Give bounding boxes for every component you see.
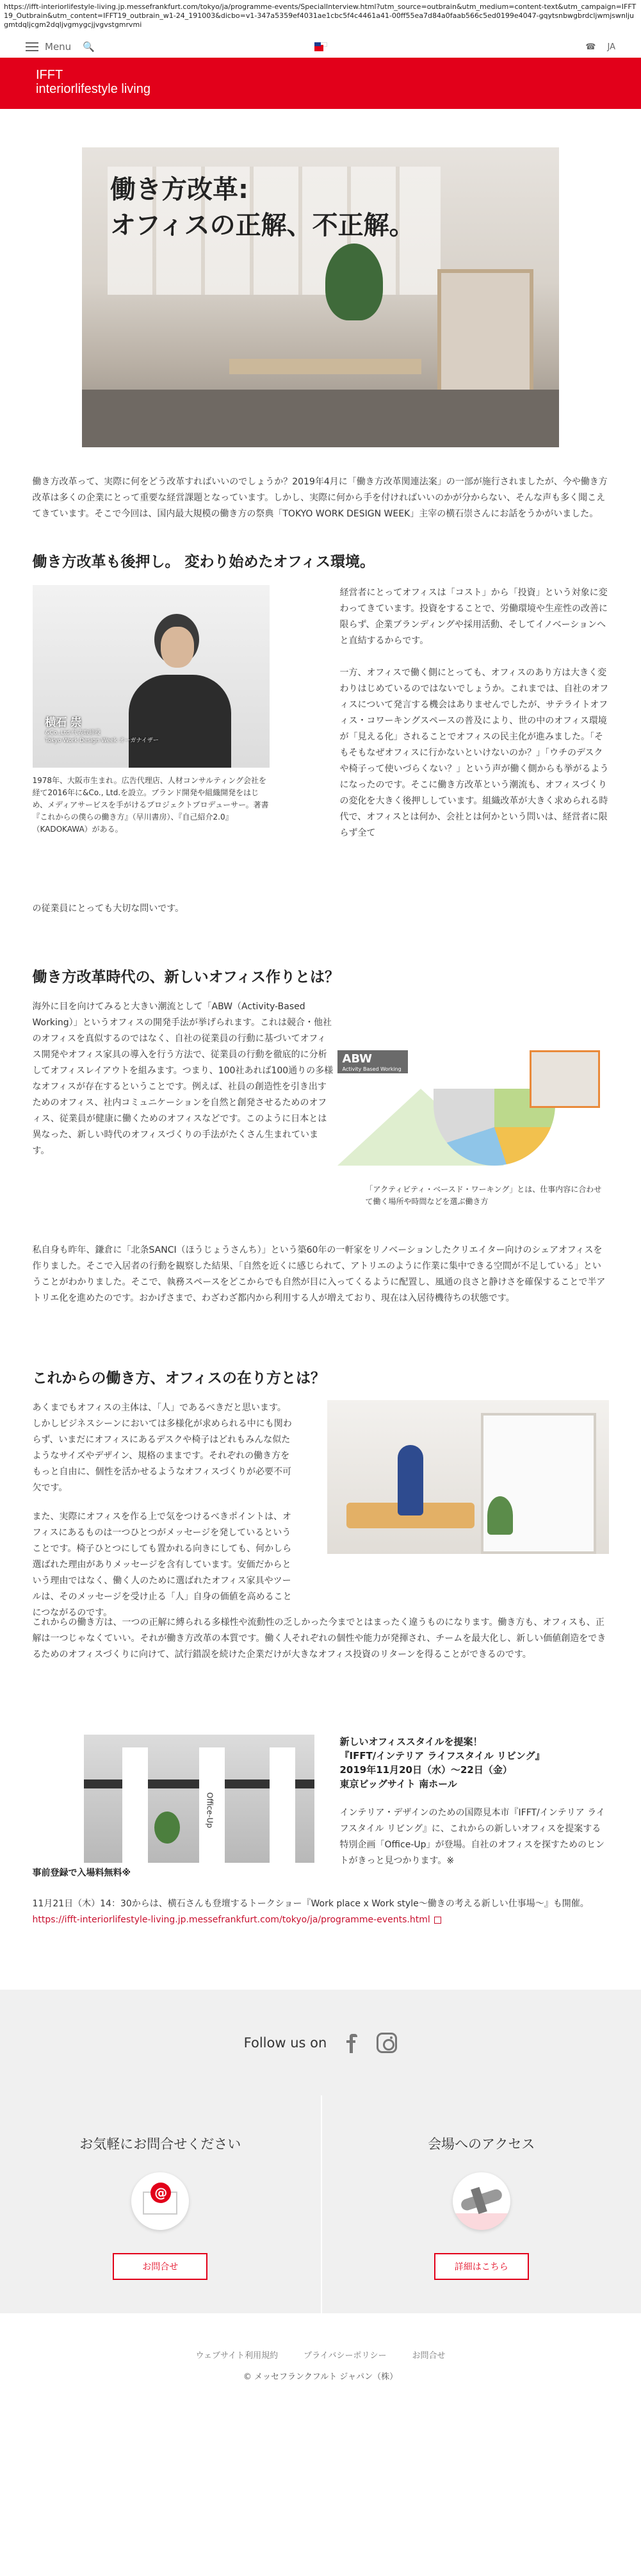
contact-link[interactable]: お問合せ: [412, 2350, 446, 2361]
search-icon[interactable]: 🔍: [83, 41, 95, 53]
section2-tail: 私自身も昨年、鎌倉に「北条SANCI（ほうじょうさんち）」という築60年の一軒家をリノベーションしたクリエイター向けのシェアオフィスを作りました。そこで入居者の行動を観察した結果、「自然を近くに感じられて、アトリエのように作業に集中できる空間が不足している」ということがわかりました。そこで、執務スペースをどこからでも自然が目に入ってくるように配置し、風通の良さと静けさを確保することで半アトリエ化を進めたのです。おかげさまで、わざわざ都内から利用する人が増えており、現在は入居待機待ちの状態です。: [32, 1245, 606, 1303]
interviewee-name: 横石 崇: [45, 716, 82, 729]
terms-link[interactable]: ウェブサイト利用規約: [195, 2350, 279, 2361]
event-headline-2: 『IFFT/インテリア ライフスタイル リビング』: [339, 1750, 545, 1762]
flag-icon: [314, 42, 327, 51]
talkshow-note: 11月21日（木）14：30からは、横石さんも登壇するトークショー『Work place x Work style～働きの考える新しい仕事場～』も開催。: [32, 1899, 589, 1909]
top-navigation: [0, 36, 641, 58]
mail-icon: @: [131, 2172, 189, 2230]
event-free-note: 事前登録で入場料無料※: [32, 1868, 131, 1878]
abw-title: ABW: [342, 1052, 373, 1066]
section2: [33, 999, 609, 1339]
contact-card: [0, 2095, 321, 2313]
privacy-link[interactable]: プライバシーポリシー: [304, 2350, 387, 2361]
social-bar: [0, 1990, 641, 2095]
event-block: [33, 1735, 609, 1882]
copyright: © メッセフランクフルト ジャパン（株）: [243, 2372, 398, 2382]
access-title: 会場へのアクセス: [428, 2136, 535, 2152]
access-card: [321, 2095, 641, 2313]
facebook-icon[interactable]: [345, 2033, 359, 2053]
section1-para2: 一方、オフィスで働く側にとっても、オフィスのあり方は大きく変わりはじめているのではないでしょうか。これまでは、自社のオフィスについて発言する機会はありませんでしたが、サテライトオフィス・コワーキングスペースの普及により、世の中のオフィス環境が「見える化」されることでオフィスの民主化が進みました。「そもそもなぜオフィスに行かないといけないのか？」「ウチのデスクや椅子って使いづらくない？」という声が働く側からも挙がるようになったのです。そこに働き方改革という潮流も、オフィスづくりの変化を大きく後押ししています。組織改革が大きく求められる時代で、オフィスとは何か、会社とは何かという問いは、経営者に限らず全て: [339, 668, 609, 838]
external-link-icon: [434, 1917, 441, 1924]
event-photo-sign: Office-Up: [205, 1792, 215, 1828]
brand-name: IFFT: [36, 68, 63, 82]
section3-para1: あくまでもオフィスの主体は、「人」であるべきだと思います。しかしビジネスシーンにおいては多様化が求められる中にも関わらず、いまだにオフィスにあるデスクや椅子はどれもみんな似たようなサイズやデザイン、規格のままです。それぞれの働き方をもっと自由に、個性を活かせるようなオフィスづくりが必要不可欠です。: [32, 1403, 292, 1493]
interviewee-photo: 横石 崇 &Co.,Ltd.代表取締役 Tokyo Work Design Week オーガナイザー: [33, 585, 270, 768]
hero-title: 働き方改革: オフィスの正解、不正解。: [110, 175, 415, 240]
abw-diagram: ABW Activity Based Working: [337, 1050, 609, 1178]
intro-paragraph: 働き方改革って、実際に何をどう改革すればいいのでしょうか？2019年4月に「働き方改革関連法案」の一部が施行されましたが、今や働き方改革は多くの企業にとって重要な経営課題となっています。しかし、実際に何から手を付ければいいのかが分からない、そんな声も多く聞こえてきています。そこで今回は、国内最大規模の働き方の祭典「TOKYO WORK DESIGN WEEK」主宰の横石崇さんにお話をうかがいました。: [32, 477, 608, 519]
section3-heading: これからの働き方、オフィスの在り方とは？: [32, 1370, 325, 1387]
section1-heading: 働き方改革も後押し。 変わり始めたオフィス環境。: [32, 554, 375, 570]
office-photo: [327, 1400, 609, 1554]
follow-label: Follow us on: [243, 2035, 327, 2051]
section3-para3: これからの働き方は、一つの正解に縛られる多様性や流動性の乏しかった今までとはまったく違うものになります。働き方も、オフィスも、正解は一つじゃなくていい。それが働き方改革の本質です。働く人それぞれの個性や能力が発揮され、チームを最大化し、新しい価値創造をできるためのオフィスづくりに向けて、試行錯誤を続けた企業だけが大きなオフィス投資のリターンを得ることができるのです。: [32, 1617, 606, 1660]
contact-title: お気軽にお問合せください: [79, 2136, 241, 2152]
airplane-icon: [453, 2172, 510, 2230]
url-bar[interactable]: https://ifft-interiorlifestyle-living.jp.messefrankfurt.com/tokyo/ja/programme-events/SpecialInterview.html?utm_source=outbrain&utm_medium=content-text&utm_campaign=IFFT19_Outbrain&utm_content=IFFT19_outbrain_w1-24_191003&dicbo=v1-347a5359ef4031ae1cbc5f4c4461a41-00ff55ea7d84a0faab566c5ed0199e4047-gqytsnbwgbrdcljwmjswnljugmtdqljcgm2dqljvgmygcjjvgvstgmrvmi: [0, 0, 641, 36]
brand-header: [0, 58, 641, 109]
programme-link[interactable]: https://ifft-interiorlifestyle-living.jp.messefrankfurt.com/tokyo/ja/programme-events.html: [33, 1912, 609, 1928]
section3: [33, 1400, 609, 1721]
section1-tail: の従業員にとっても大切な問いです。: [32, 904, 184, 914]
hero-image: [82, 147, 559, 447]
menu-button[interactable]: [26, 41, 95, 53]
event-description: インテリア・デザインのための国際見本市『IFFT/インテリア ライフスタイル リビング』に、これからの新しいオフィスを提案する特別企画「Office-Up」が登場。自社のオフィスを探すためのヒントがきっと見つかります。※: [339, 1808, 605, 1866]
event-date: 2019年11月20日（水）～22日（金）: [339, 1764, 512, 1776]
interviewee-caption: 1978年、大阪市生まれ。広告代理店、人材コンサルティング会社を経て2016年に&Co., Ltd.を設立。ブランド開発や組織開発をはじめ、メディアサービスを手がけるプロジェクトプロデューサー。著書『これからの僕らの働き方』（早川書房）、『自己紹介2.0』（KADOKAWA）がある。: [32, 776, 269, 834]
instagram-icon[interactable]: [377, 2033, 397, 2053]
event-headline-1: 新しいオフィススタイルを提案！: [339, 1736, 483, 1747]
section1-para1: 経営者にとってオフィスは「コスト」から「投資」という対象に変わってきています。投資をすることで、労働環境や生産性の改善に限らず、企業ブランディングや採用活動、そしてイノベーションへと直結するからです。: [339, 588, 608, 646]
brand-subname: interiorlifestyle living: [36, 82, 150, 96]
section2-heading: 働き方改革時代の、新しいオフィス作りとは？: [32, 969, 340, 986]
section2-para: 海外に目を向けてみると大きい潮流として「ABW（Activity-Based Working）」というオフィスの開発手法が挙げられます。これは競合・他社のオフィスを真似するのではなく、自社の従業員の行動に基づいてオフィス開発やオフィス家具の導入を行う方法で、従業員の行動を徹底的に分析してオフィスレイアウトを組みます。つまり、100社あれば100通りの多様なオフィスが存在するということです。例えば、社員の創造性を引き出すためのオフィス、社内コミュニケーションを自然と創発させるためのオフィス、従業員が健康に働くためのオフィスなどです。このように日本とは異なった、新しい時代のオフィスづくりの手法がたくさん生まれています。: [32, 1002, 334, 1156]
access-details-button[interactable]: 詳細はこちら: [434, 2253, 529, 2280]
contact-button[interactable]: お問合せ: [113, 2253, 207, 2280]
section3-para2: また、実際にオフィスを作る上で気をつけるべきポイントは、オフィスにあるものは一つひとつがメッセージを発しているということです。椅子ひとつにしても置かれる向きにしても、何かしら選ばれた理由がありメッセージを含有しています。安価だからという理由ではなく、働く人のために選ばれたオフィス家具やツールは、そのメッセージを受け止る「人」自身の価値を高めることにつながるのです。: [32, 1512, 292, 1618]
section1: [33, 585, 609, 937]
event-venue: 東京ビッグサイト 南ホール: [339, 1778, 457, 1790]
phone-icon[interactable]: ☎: [585, 42, 596, 52]
event-photo: [84, 1735, 314, 1863]
language-selector[interactable]: JA: [607, 42, 615, 52]
menu-label: Menu: [45, 41, 72, 53]
article-content: [33, 474, 609, 1928]
abw-caption: 「アクティビティ・ベースド・ワーキング」とは、仕事内容に合わせて働く場所や時間などを選ぶ働き方: [365, 1185, 602, 1206]
footer-cards: [0, 2095, 641, 2313]
hamburger-icon: [26, 42, 38, 51]
